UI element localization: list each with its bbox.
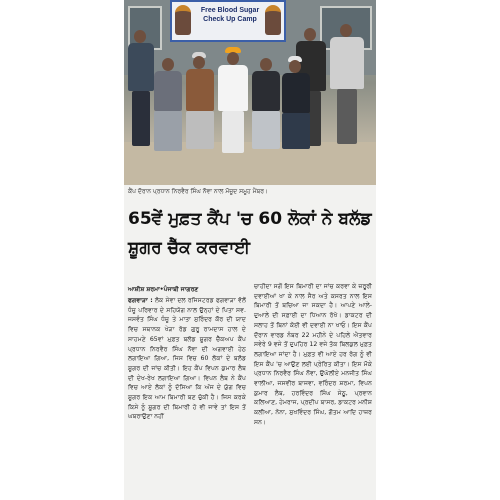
article-dateline: ਫਗਵਾੜਾ : bbox=[128, 297, 153, 304]
event-photo bbox=[124, 0, 376, 185]
newspaper-clipping bbox=[124, 0, 376, 500]
camp-banner bbox=[170, 0, 286, 42]
article-byline: ਆਸ਼ੀਸ਼ ਸ਼ਰਮਾ•ਪੰਜਾਬੀ ਜਾਗਰਣ bbox=[128, 286, 199, 293]
article-body-left: ਲੋਕ ਸੇਵਾ ਦਲ ਰਜਿਸਟਰਡ ਫਗਵਾੜਾ ਵੱਲੋਂ ਧੰਜੂ ਪਰਿਵਾਰ ਦੇ ਸਹਿਯੋਗ ਨਾਲ ਉਨ੍ਹਾਂ ਦੇ ਪਿਤਾ ਸਵ. ਜਸਵੰਤ ਸਿੰਘ ਧੰਜੂ ਤੇ ਮਾਤਾ ਸੁਰਿੰਦਰ ਕੌਰ ਦੀ ਯਾਦ ਵਿਚ ਸਥਾਨਕ ਖੇੜਾ ਰੋਡ ਗੁਰੂ ਰਾਮਦਾਸ ਹਾਲ ਦੇ ਸਾਹਮਣੇ 65ਵਾਂ ਮੁਫ਼ਤ ਬਲੱਡ ਸ਼ੂਗਰ ਚੈੱਕਅਪ ਕੈਂਪ ਪ੍ਰਧਾਨ ਨਿਰਵੈਰ ਸਿੰਘ ਨੌਵਾ ਦੀ ਅਗਵਾਈ ਹੇਠ ਲਗਾਇਆ ਗਿਆ, ਜਿਸ ਵਿਚ 60 ਲੋਕਾਂ ਦੇ ਬਲੱਡ ਸ਼ੂਗਰ ਦੀ ਜਾਂਚ ਕੀਤੀ। ਇਹ ਕੈਂਪ ਵਿਪਨ ਕੁਮਾਰ ਲੈਬ ਦੀ ਦੇਖ-ਰੇਖ ਲਗਾਇਆ ਗਿਆ। ਵਿਪਨ ਲੈਬ ਨੇ ਕੈਂਪ ਵਿਚ ਆਏ ਲੋਕਾਂ ਨੂੰ ਦੱਸਿਆ ਕਿ ਅੱਜ ਦੇ ਯੁੱਗ ਵਿਚ ਸ਼ੂਗਰ ਇਕ ਆਮ ਬਿਮਾਰੀ ਬਣ ਚੁੱਕੀ ਹੈ। ਜਿਸ ਕਰਕੇ ਕਿਸੇ ਨੂੰ ਸ਼ੂਗਰ ਦੀ ਬਿਮਾਰੀ ਹੋ ਵੀ ਜਾਵੇ ਤਾਂ ਇਸ ਤੋਂ ਘਬਰਾਉਣਾ ਨਹੀਂ bbox=[128, 297, 246, 421]
photo-caption: ਕੈਂਪ ਦੌਰਾਨ ਪ੍ਰਧਾਨ ਨਿਰਵੈਰ ਸਿੰਘ ਨੌਵਾ ਨਾਲ ਮੌਜੂਦ ਸਮੂਹ ਮੈਂਬਰ। bbox=[128, 188, 269, 195]
article-column-right bbox=[254, 282, 372, 428]
article-body-right: ਚਾਹੀਦਾ ਸਗੋਂ ਇਸ ਬਿਮਾਰੀ ਦਾ ਜਾਂਚ ਕਰਵਾ ਕੇ ਜ਼ਰੂਰੀ ਦਵਾਈਆਂ ਖਾ ਕੇ ਨਾਲ ਸੈਰ ਅਤੇ ਕਸਰਤ ਨਾਲ ਇਸ ਬਿਮਾਰੀ ਤੋਂ ਬਚਿਆ ਜਾ ਸਕਦਾ ਹੈ। ਆਪਣੇ ਆਲੇ-ਦੁਆਲੇ ਦੀ ਸਫ਼ਾਈ ਦਾ ਧਿਆਨ ਰੱਖੋ। ਡਾਕਟਰ ਦੀ ਸਲਾਹ ਤੋਂ ਬਿਨਾਂ ਕੋਈ ਵੀ ਦਵਾਈ ਨਾ ਖਾਓ। ਇਸ ਕੈਂਪ ਦੌਰਾਨ ਵਾਰਡ ਨੰਬਰ 22 ਮਹੀਨੇ ਦੇ ਪਹਿਲੇ ਐਤਵਾਰ ਸਵੇਰੇ 9 ਵਜੇ ਤੋਂ ਦੁਪਹਿਰ 12 ਵਜੇ ਤੱਕ ਬਿਲਕੁਲ ਮੁਫ਼ਤ ਲਗਾਇਆ ਜਾਂਦਾ ਹੈ। ਮੁਫ਼ਤ ਵੀ ਆਏ ਹਰ ਰੋਗ ਨੂੰ ਵੀ ਇਸ ਕੈਂਪ 'ਚ ਆਉਣ ਲਈ ਪ੍ਰੇਰਿਤ ਕੀਤਾ। ਇਸ ਮੌਕੇ ਪ੍ਰਧਾਨ ਨਿਰਵੈਰ ਸਿੰਘ ਨੌਵਾ, ਉਘੱਲੀਏ ਮਨਜੀਤ ਸਿੰਘ ਵਾਲੀਆ, ਜਸਵੀਰ ਬਾਜਵਾ, ਵਰਿੰਦਰ ਸ਼ਰਮਾ, ਵਿਪਨ ਕੁਮਾਰ ਲੈਬ, ਹਰਵਿੰਦਰ ਸਿੰਘ ਸੇਠੂ, ਪ੍ਰਵਾਨ ਕਲਿਆਣ, ਹੇਮਰਾਜ, ਪ੍ਰਦੀਪ ਬਾਸਰ, ਡਾਕਟਰ ਮਨੀਸ਼ ਕਲੀਆ, ਨੋਨਾ, ਸੁਖਵਿੰਦਰ ਸਿੰਘ, ਗੌਤਮ ਆਦਿ ਹਾਜ਼ਰ ਸਨ। bbox=[254, 283, 372, 426]
article-column-left bbox=[128, 296, 246, 422]
article-headline: 65ਵੇਂ ਮੁਫ਼ਤ ਕੈਂਪ 'ਚ 60 ਲੋਕਾਂ ਨੇ ਬਲੱਡ ਸ਼ੂਗਰ ਚੈੱਕ ਕਰਵਾਈ bbox=[128, 209, 372, 258]
banner-text: Free Blood Sugar Check Up Camp bbox=[200, 7, 260, 23]
